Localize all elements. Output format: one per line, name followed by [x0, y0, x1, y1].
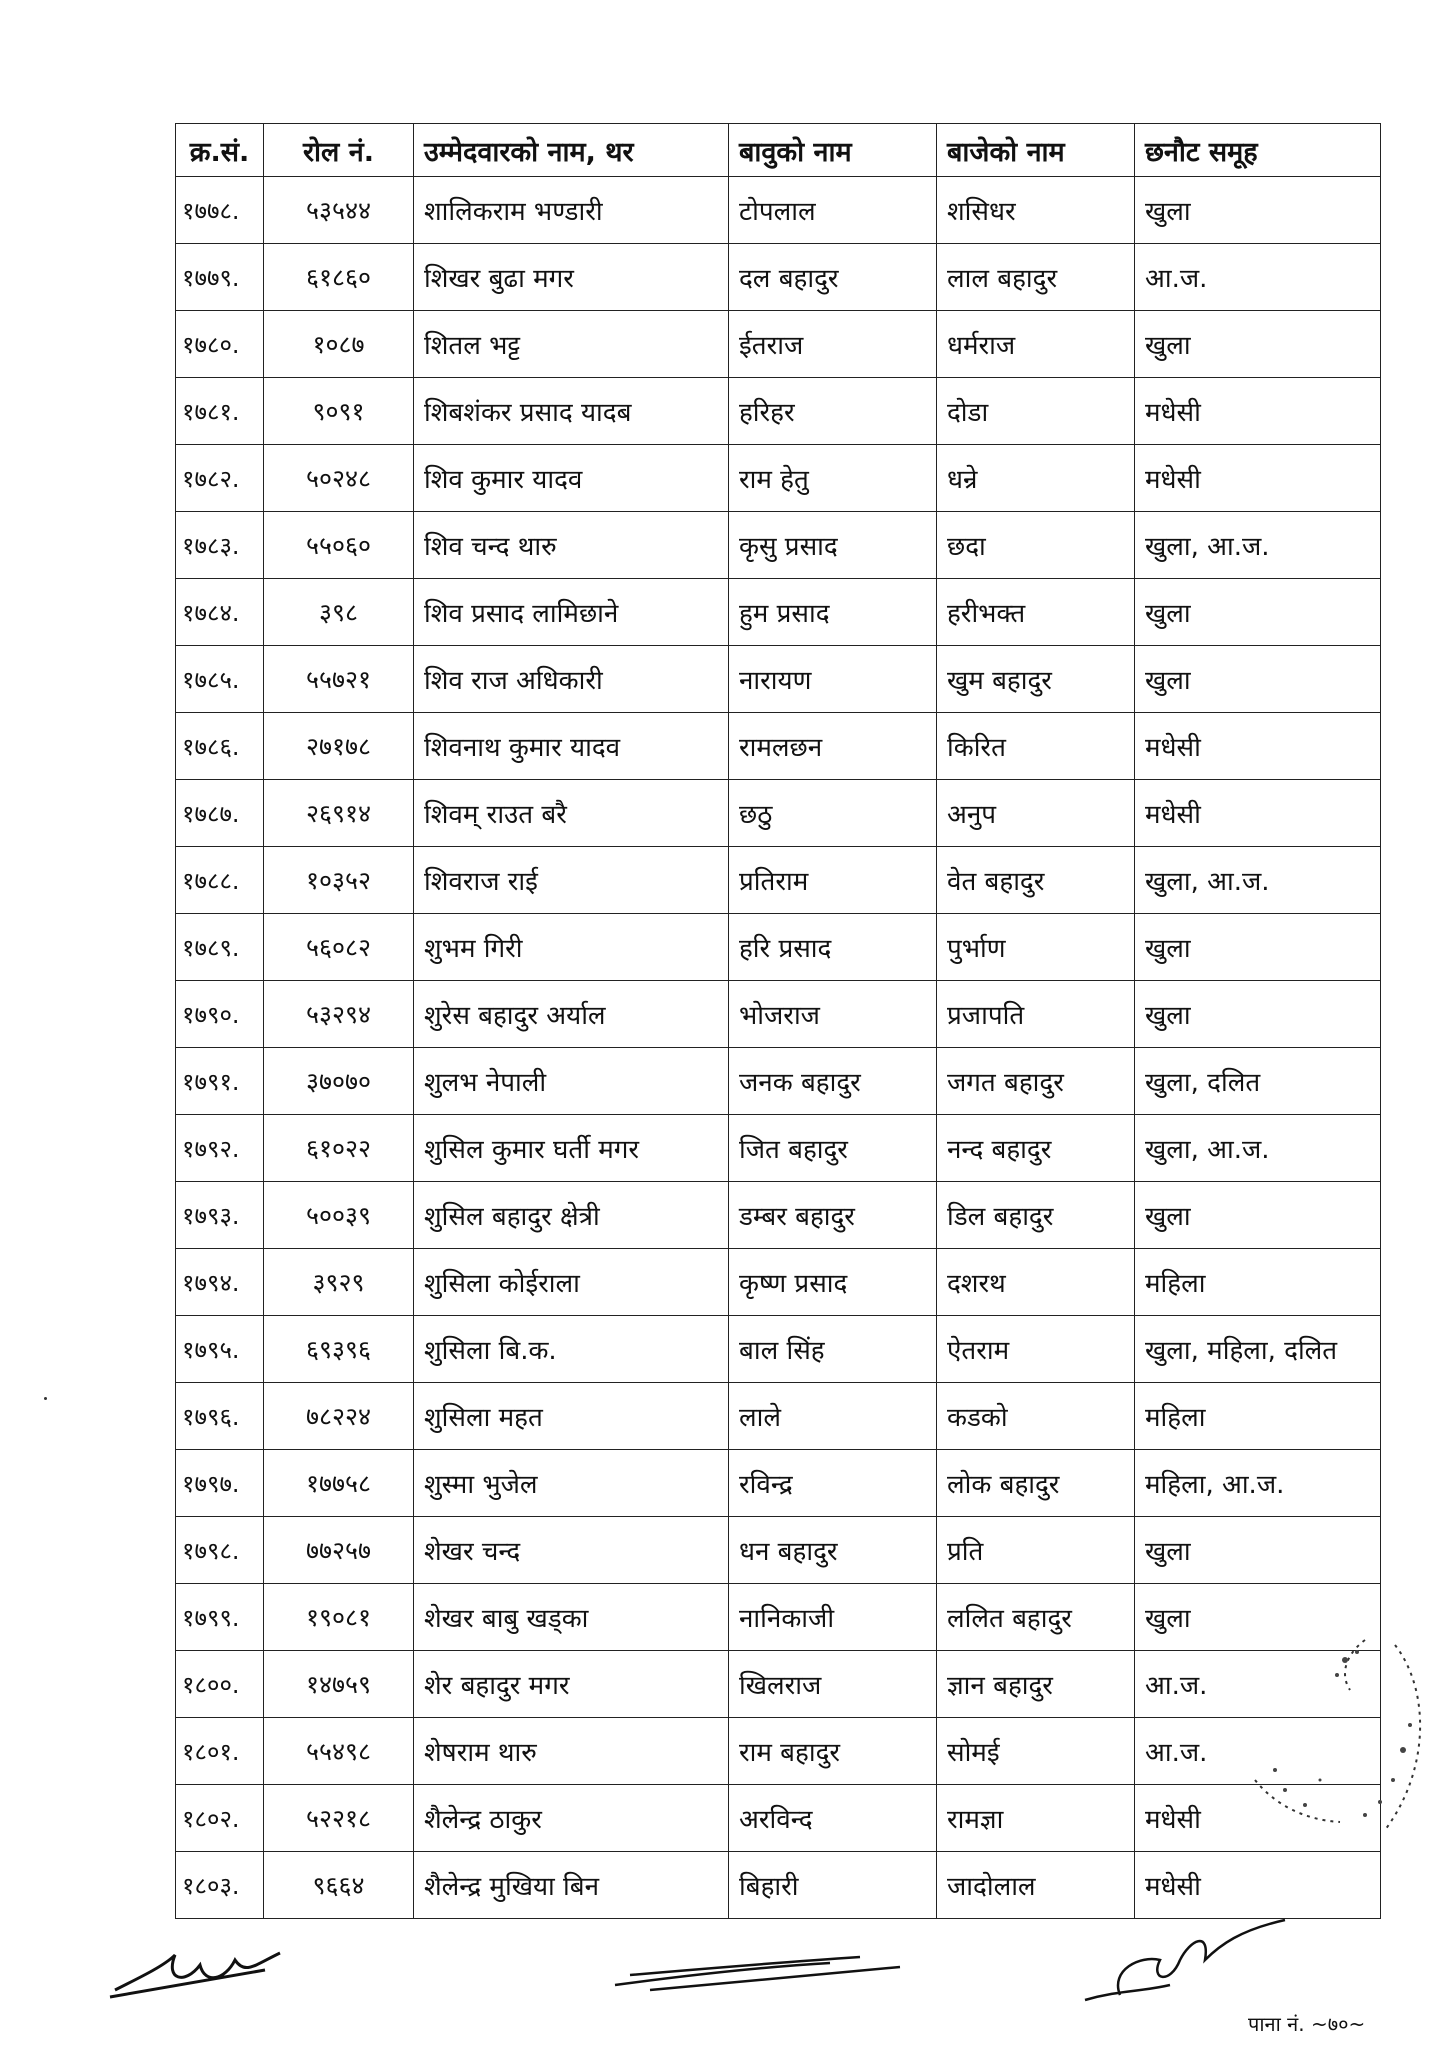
signature-2 — [610, 1945, 910, 1995]
cell-roll: ७७२५७ — [264, 1517, 414, 1584]
cell-serial: १७९५. — [176, 1316, 264, 1383]
cell-grandfather-name: जगत बहादुर — [937, 1048, 1135, 1115]
cell-roll: १४७५९ — [264, 1651, 414, 1718]
cell-grandfather-name: छदा — [937, 512, 1135, 579]
cell-grandfather-name: अनुप — [937, 780, 1135, 847]
cell-roll: १०८७ — [264, 311, 414, 378]
cell-father-name: हरि प्रसाद — [729, 914, 937, 981]
cell-serial: १७८०. — [176, 311, 264, 378]
cell-grandfather-name: हरीभक्त — [937, 579, 1135, 646]
cell-candidate-name: शिवराज राई — [414, 847, 729, 914]
cell-candidate-name: शेखर चन्द — [414, 1517, 729, 1584]
cell-father-name: कृसु प्रसाद — [729, 512, 937, 579]
cell-father-name: धन बहादुर — [729, 1517, 937, 1584]
cell-selection-group: मधेसी — [1135, 1785, 1381, 1852]
header-grandfather-name: बाजेको नाम — [937, 124, 1135, 177]
cell-roll: ५०२४८ — [264, 445, 414, 512]
cell-candidate-name: शालिकराम भण्डारी — [414, 177, 729, 244]
cell-grandfather-name: धर्मराज — [937, 311, 1135, 378]
cell-roll: ५५०६० — [264, 512, 414, 579]
table-row — [176, 1115, 1381, 1182]
cell-serial: १७९३. — [176, 1182, 264, 1249]
cell-roll: ६१८६० — [264, 244, 414, 311]
cell-selection-group: आ.ज. — [1135, 1651, 1381, 1718]
cell-serial: १८००. — [176, 1651, 264, 1718]
cell-serial: १८०२. — [176, 1785, 264, 1852]
cell-selection-group: महिला, आ.ज. — [1135, 1450, 1381, 1517]
cell-father-name: दल बहादुर — [729, 244, 937, 311]
cell-selection-group: खुला, आ.ज. — [1135, 847, 1381, 914]
table-body — [176, 177, 1381, 1919]
cell-serial: १७८४. — [176, 579, 264, 646]
table-row — [176, 780, 1381, 847]
cell-serial: १७९१. — [176, 1048, 264, 1115]
cell-father-name: अरविन्द — [729, 1785, 937, 1852]
cell-roll: ५६०८२ — [264, 914, 414, 981]
cell-candidate-name: शुसिला बि.क. — [414, 1316, 729, 1383]
table-row — [176, 1316, 1381, 1383]
cell-father-name: रामलछन — [729, 713, 937, 780]
cell-candidate-name: शिवम् राउत बरै — [414, 780, 729, 847]
cell-selection-group: मधेसी — [1135, 1852, 1381, 1919]
cell-candidate-name: शुभम गिरी — [414, 914, 729, 981]
table-row — [176, 847, 1381, 914]
signature-1 — [105, 1935, 305, 2005]
cell-selection-group: महिला — [1135, 1383, 1381, 1450]
cell-grandfather-name: लोक बहादुर — [937, 1450, 1135, 1517]
cell-grandfather-name: ऐतराम — [937, 1316, 1135, 1383]
cell-grandfather-name: ज्ञान बहादुर — [937, 1651, 1135, 1718]
cell-roll: ६९३९६ — [264, 1316, 414, 1383]
table-row — [176, 579, 1381, 646]
cell-serial: १७८६. — [176, 713, 264, 780]
cell-father-name: कृष्ण प्रसाद — [729, 1249, 937, 1316]
signature-3 — [1080, 1900, 1290, 2010]
cell-candidate-name: शिवनाथ कुमार यादव — [414, 713, 729, 780]
cell-father-name: जित बहादुर — [729, 1115, 937, 1182]
cell-selection-group: खुला, महिला, दलित — [1135, 1316, 1381, 1383]
cell-selection-group: मधेसी — [1135, 378, 1381, 445]
table-row — [176, 646, 1381, 713]
cell-candidate-name: शितल भट्ट — [414, 311, 729, 378]
cell-serial: १८०३. — [176, 1852, 264, 1919]
cell-father-name: ईतराज — [729, 311, 937, 378]
cell-grandfather-name: प्रजापति — [937, 981, 1135, 1048]
cell-selection-group: मधेसी — [1135, 713, 1381, 780]
table-header-row — [176, 124, 1381, 177]
cell-grandfather-name: लाल बहादुर — [937, 244, 1135, 311]
cell-candidate-name: शुसिल कुमार घर्ती मगर — [414, 1115, 729, 1182]
table-row — [176, 177, 1381, 244]
table-row — [176, 1450, 1381, 1517]
cell-candidate-name: शेर बहादुर मगर — [414, 1651, 729, 1718]
cell-roll: १९०८१ — [264, 1584, 414, 1651]
cell-roll: ५५४९८ — [264, 1718, 414, 1785]
cell-father-name: हुम प्रसाद — [729, 579, 937, 646]
cell-father-name: छठु — [729, 780, 937, 847]
cell-selection-group: खुला — [1135, 311, 1381, 378]
cell-selection-group: महिला — [1135, 1249, 1381, 1316]
cell-candidate-name: शुसिल बहादुर क्षेत्री — [414, 1182, 729, 1249]
table-row — [176, 1517, 1381, 1584]
cell-roll: ५३५४४ — [264, 177, 414, 244]
cell-candidate-name: शिव राज अधिकारी — [414, 646, 729, 713]
cell-candidate-name: शिव प्रसाद लामिछाने — [414, 579, 729, 646]
cell-father-name: बिहारी — [729, 1852, 937, 1919]
header-father-name: बावुको नाम — [729, 124, 937, 177]
cell-father-name: बाल सिंह — [729, 1316, 937, 1383]
cell-grandfather-name: कडको — [937, 1383, 1135, 1450]
cell-roll: ५२२१८ — [264, 1785, 414, 1852]
cell-candidate-name: शेषराम थारु — [414, 1718, 729, 1785]
header-serial: क्र.सं. — [176, 124, 264, 177]
cell-candidate-name: शिखर बुढा मगर — [414, 244, 729, 311]
cell-grandfather-name: खुम बहादुर — [937, 646, 1135, 713]
table-row — [176, 311, 1381, 378]
cell-selection-group: खुला — [1135, 981, 1381, 1048]
cell-grandfather-name: शसिधर — [937, 177, 1135, 244]
cell-selection-group: खुला, आ.ज. — [1135, 512, 1381, 579]
cell-grandfather-name: धन्रे — [937, 445, 1135, 512]
table-row — [176, 1584, 1381, 1651]
table-row — [176, 1182, 1381, 1249]
cell-serial: १७९७. — [176, 1450, 264, 1517]
cell-father-name: खिलराज — [729, 1651, 937, 1718]
cell-father-name: नानिकाजी — [729, 1584, 937, 1651]
table-row — [176, 981, 1381, 1048]
table-row — [176, 512, 1381, 579]
cell-candidate-name: शेखर बाबु खड्का — [414, 1584, 729, 1651]
cell-father-name: जनक बहादुर — [729, 1048, 937, 1115]
cell-selection-group: मधेसी — [1135, 780, 1381, 847]
header-roll: रोल नं. — [264, 124, 414, 177]
cell-grandfather-name: ललित बहादुर — [937, 1584, 1135, 1651]
table-row — [176, 1785, 1381, 1852]
cell-serial: १७९८. — [176, 1517, 264, 1584]
cell-candidate-name: शिव कुमार यादव — [414, 445, 729, 512]
cell-selection-group: खुला — [1135, 1182, 1381, 1249]
cell-father-name: टोपलाल — [729, 177, 937, 244]
cell-father-name: भोजराज — [729, 981, 937, 1048]
cell-selection-group: खुला — [1135, 579, 1381, 646]
table-row — [176, 378, 1381, 445]
cell-roll: २७१७८ — [264, 713, 414, 780]
cell-serial: १७८७. — [176, 780, 264, 847]
cell-grandfather-name: डिल बहादुर — [937, 1182, 1135, 1249]
cell-selection-group: खुला — [1135, 177, 1381, 244]
table-row — [176, 1249, 1381, 1316]
table-row — [176, 713, 1381, 780]
cell-selection-group: खुला — [1135, 1517, 1381, 1584]
cell-serial: १७८३. — [176, 512, 264, 579]
cell-father-name: लाले — [729, 1383, 937, 1450]
cell-grandfather-name: नन्द बहादुर — [937, 1115, 1135, 1182]
cell-father-name: राम बहादुर — [729, 1718, 937, 1785]
cell-roll: ५३२९४ — [264, 981, 414, 1048]
cell-roll: ९६६४ — [264, 1852, 414, 1919]
cell-selection-group: मधेसी — [1135, 445, 1381, 512]
header-candidate-name: उम्मेदवारको नाम, थर — [414, 124, 729, 177]
cell-serial: १७९०. — [176, 981, 264, 1048]
cell-serial: १८०१. — [176, 1718, 264, 1785]
cell-grandfather-name: पुर्भाण — [937, 914, 1135, 981]
table-row — [176, 244, 1381, 311]
cell-candidate-name: शैलेन्द्र ठाकुर — [414, 1785, 729, 1852]
cell-serial: १७७९. — [176, 244, 264, 311]
cell-selection-group: खुला — [1135, 646, 1381, 713]
cell-roll: ९०९१ — [264, 378, 414, 445]
cell-serial: १७९२. — [176, 1115, 264, 1182]
cell-grandfather-name: सोमई — [937, 1718, 1135, 1785]
cell-grandfather-name: रामज्ञा — [937, 1785, 1135, 1852]
cell-father-name: नारायण — [729, 646, 937, 713]
cell-roll: १०३५२ — [264, 847, 414, 914]
cell-father-name: डम्बर बहादुर — [729, 1182, 937, 1249]
scan-speck — [44, 1397, 47, 1400]
cell-serial: १७८५. — [176, 646, 264, 713]
cell-selection-group: खुला, आ.ज. — [1135, 1115, 1381, 1182]
cell-father-name: राम हेतु — [729, 445, 937, 512]
cell-roll: ७८२२४ — [264, 1383, 414, 1450]
cell-candidate-name: शिव चन्द थारु — [414, 512, 729, 579]
table-row — [176, 1383, 1381, 1450]
cell-father-name: रविन्द्र — [729, 1450, 937, 1517]
cell-serial: १७९६. — [176, 1383, 264, 1450]
cell-selection-group: खुला — [1135, 1584, 1381, 1651]
cell-roll: ६१०२२ — [264, 1115, 414, 1182]
cell-serial: १७८८. — [176, 847, 264, 914]
cell-serial: १७८९. — [176, 914, 264, 981]
cell-serial: १७८१. — [176, 378, 264, 445]
cell-candidate-name: शिबशंकर प्रसाद यादब — [414, 378, 729, 445]
table-row — [176, 914, 1381, 981]
cell-candidate-name: शुलभ नेपाली — [414, 1048, 729, 1115]
cell-selection-group: आ.ज. — [1135, 244, 1381, 311]
cell-candidate-name: शुस्मा भुजेल — [414, 1450, 729, 1517]
table-row — [176, 1048, 1381, 1115]
cell-candidate-name: शुसिला महत — [414, 1383, 729, 1450]
cell-grandfather-name: जादोलाल — [937, 1852, 1135, 1919]
cell-roll: २६९१४ — [264, 780, 414, 847]
cell-roll: ५००३९ — [264, 1182, 414, 1249]
cell-selection-group: आ.ज. — [1135, 1718, 1381, 1785]
cell-candidate-name: शैलेन्द्र मुखिया बिन — [414, 1852, 729, 1919]
page-number: पाना नं. ~७०~ — [1248, 2012, 1366, 2036]
cell-selection-group: खुला — [1135, 914, 1381, 981]
cell-grandfather-name: प्रति — [937, 1517, 1135, 1584]
official-stamp — [1245, 1630, 1430, 1850]
cell-candidate-name: शुसिला कोईराला — [414, 1249, 729, 1316]
cell-serial: १७९९. — [176, 1584, 264, 1651]
cell-roll: १७७५८ — [264, 1450, 414, 1517]
cell-grandfather-name: दशरथ — [937, 1249, 1135, 1316]
table-row — [176, 1651, 1381, 1718]
cell-roll: ३९८ — [264, 579, 414, 646]
cell-father-name: प्रतिराम — [729, 847, 937, 914]
cell-serial: १७८२. — [176, 445, 264, 512]
cell-grandfather-name: वेत बहादुर — [937, 847, 1135, 914]
cell-selection-group: खुला, दलित — [1135, 1048, 1381, 1115]
cell-roll: ३७०७० — [264, 1048, 414, 1115]
cell-candidate-name: शुरेस बहादुर अर्याल — [414, 981, 729, 1048]
header-selection-group: छनौट समूह — [1135, 124, 1381, 177]
cell-roll: ३९२९ — [264, 1249, 414, 1316]
results-table — [175, 123, 1381, 1919]
cell-grandfather-name: किरित — [937, 713, 1135, 780]
cell-father-name: हरिहर — [729, 378, 937, 445]
table-row — [176, 1718, 1381, 1785]
cell-serial: १७९४. — [176, 1249, 264, 1316]
cell-serial: १७७८. — [176, 177, 264, 244]
cell-roll: ५५७२१ — [264, 646, 414, 713]
table-row — [176, 445, 1381, 512]
cell-grandfather-name: दोडा — [937, 378, 1135, 445]
